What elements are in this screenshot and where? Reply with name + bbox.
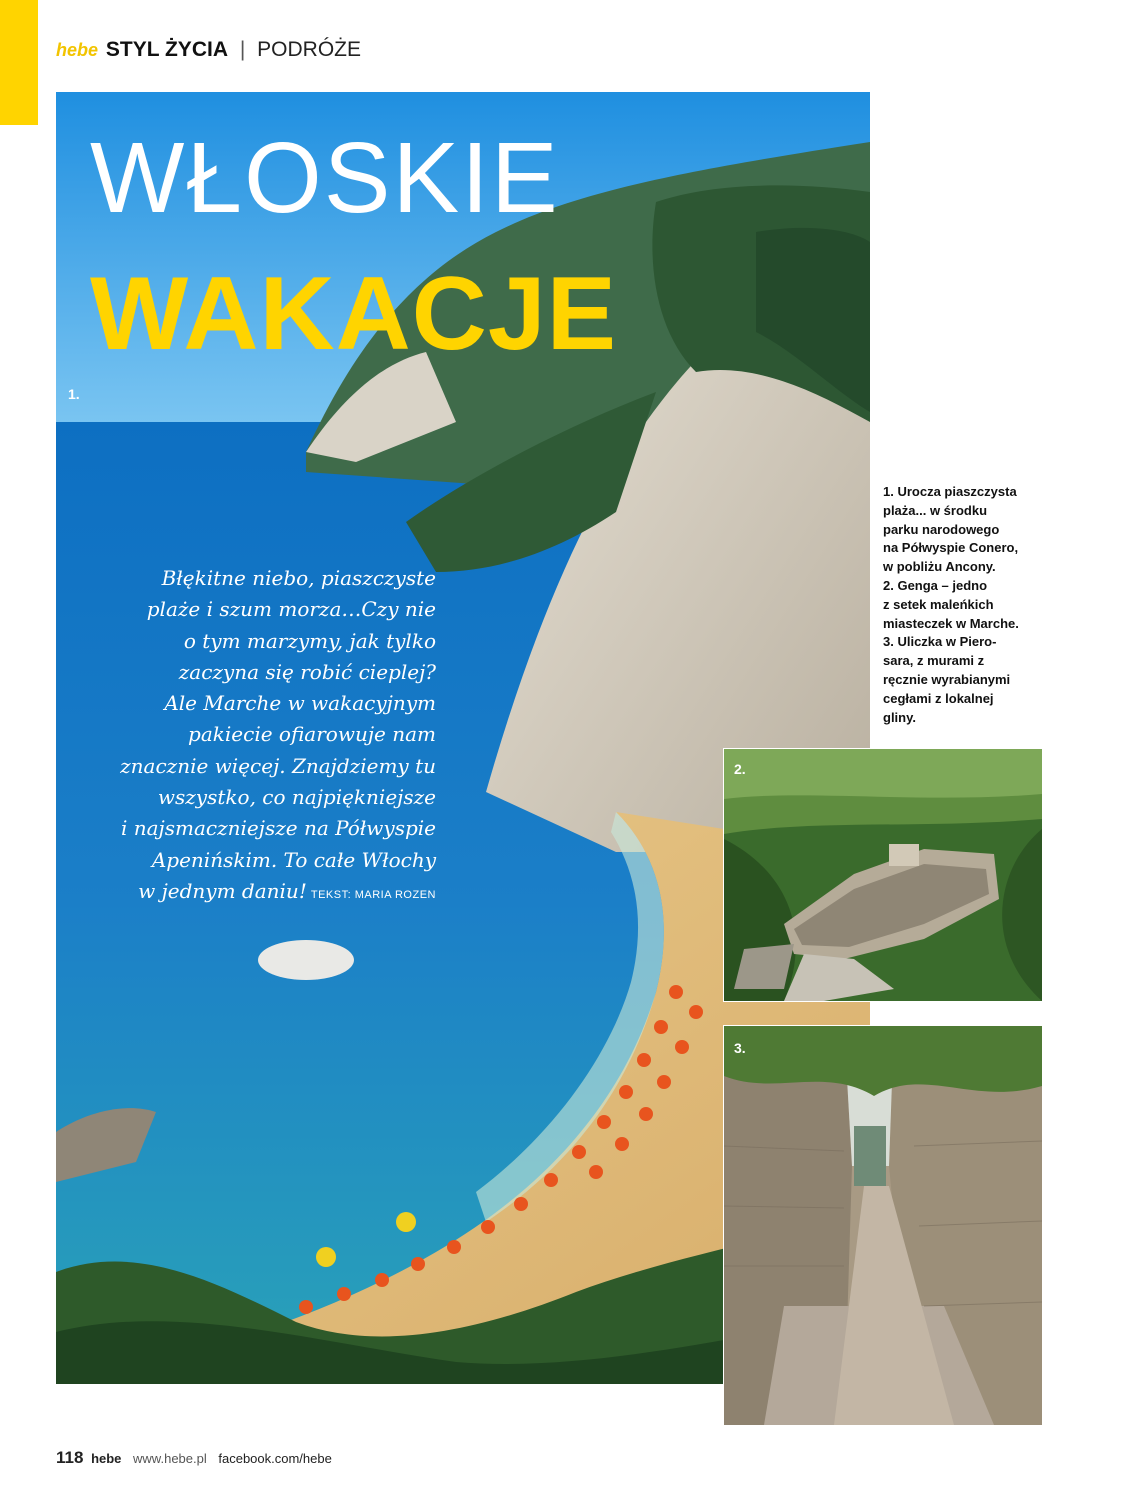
intro-line: zaczyna się robić cieplej? [178,659,436,684]
section-name: STYL ŻYCIA [105,38,228,61]
caption-line: ręcznie wyrabianymi [883,671,1011,687]
stone-alley-photo [723,1025,1043,1426]
page-number: 118 [56,1448,84,1467]
intro-line: Ale Marche w wakacyjnym [164,691,436,716]
intro-line: znacznie więcej. Znajdziemy tu [120,753,436,778]
intro-line: wszystko, co najpiękniejsze [157,785,436,810]
photo-1-number: 1. [68,386,80,402]
intro-paragraph [70,563,436,911]
photo-3-number: 3. [734,1040,746,1056]
aerial-village-photo [723,748,1043,1002]
caption-line: miasteczek w Marche. [883,615,1019,631]
photo-captions [883,483,1043,727]
caption-line: 3. Uliczka w Piero- [883,634,997,650]
brand-logo: hebe [56,40,99,60]
caption-line: plaża... w środku [883,502,988,518]
website-link[interactable]: www.hebe.pl [133,1451,207,1466]
photo-2-number: 2. [734,761,746,777]
caption-line: na Półwyspie Conero, [883,540,1019,556]
section-tab [0,0,38,125]
caption-line: 2. Genga – jedno [883,577,988,593]
intro-line: Apenińskim. To całe Włochy [151,847,436,872]
caption-line: sara, z murami z [883,653,985,669]
subsection-name: PODRÓŻE [257,38,361,61]
header-separator: | [239,38,246,61]
facebook-link[interactable]: facebook.com/hebe [218,1451,332,1466]
caption-line: w pobliżu Ancony. [883,559,996,575]
intro-line-last [70,876,436,911]
intro-line: plaże i szum morza…Czy nie [146,597,436,622]
footer-brand: hebe [91,1451,122,1466]
intro-line: Błękitne niebo, piaszczyste [161,566,436,590]
caption-line: parku narodowego [883,521,1000,537]
caption-line: gliny. [883,709,916,725]
section-header [56,38,361,62]
stone-alley-illustration [724,1026,1042,1425]
caption-line: z setek maleńkich [883,596,994,612]
intro-line: pakiecie ofiarowuje nam [188,722,436,747]
intro-line: w jednym daniu! [138,878,307,903]
intro-line: i najsmaczniejsze na Półwyspie [120,816,436,841]
intro-line: o tym marzymy, jak tylko [183,628,436,653]
caption-line: cegłami z lokalnej [883,690,994,706]
caption-line: 1. Urocza piaszczysta [883,484,1017,499]
aerial-village-illustration [724,749,1042,1001]
author-credit: TEKST: MARIA ROZEN [310,888,436,901]
page-footer [56,1448,332,1468]
title-line-2: WAKACJE [90,256,618,372]
title-line-1: WŁOSKIE [90,122,560,234]
